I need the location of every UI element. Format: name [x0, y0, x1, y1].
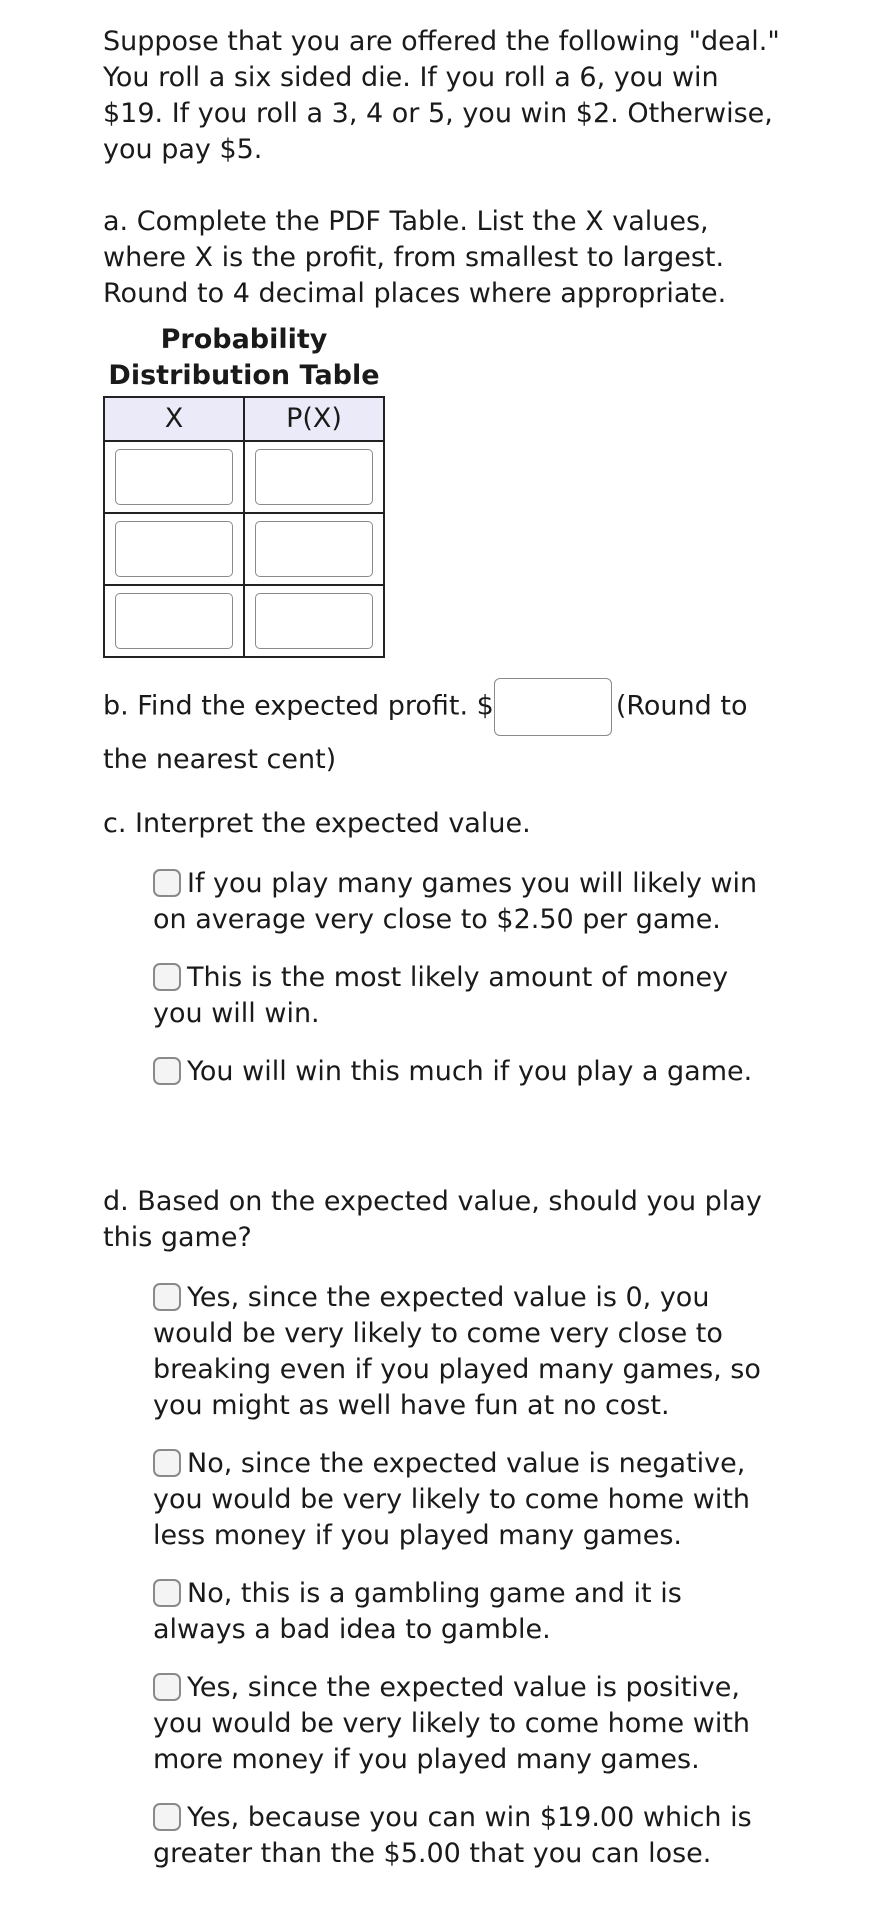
checkbox[interactable]: [153, 869, 181, 897]
column-header-px: P(X): [244, 397, 384, 441]
question-content: [103, 24, 783, 1894]
part-b-suffix: (Round to the nearest cent): [103, 690, 748, 775]
option-label: Yes, because you can win $19.00 which is greater than the $5.00 that you can lose.: [153, 1802, 752, 1869]
part-d-option-3[interactable]: [153, 1576, 783, 1648]
checkbox[interactable]: [153, 1449, 181, 1477]
part-d-option-2[interactable]: [153, 1446, 783, 1554]
table-caption-line2: Distribution Table: [108, 360, 380, 391]
probability-input-2[interactable]: [255, 521, 373, 577]
part-d-options: [153, 1280, 783, 1872]
part-c-options: [153, 866, 783, 1090]
table-row: [104, 441, 384, 513]
expected-profit-input[interactable]: [494, 678, 612, 736]
table-row: [104, 585, 384, 657]
part-b-label: b. Find the expected profit. $: [103, 690, 494, 722]
x-value-input-3[interactable]: [115, 593, 233, 649]
option-label: Yes, since the expected value is positive, you would be very likely to come home with more money if you played many games.: [153, 1672, 751, 1775]
table-caption: [103, 322, 385, 394]
table-row: [104, 513, 384, 585]
part-d-option-4[interactable]: [153, 1670, 783, 1778]
checkbox[interactable]: [153, 1673, 181, 1701]
question-intro: Suppose that you are offered the following "deal." You roll a six sided die. If you roll a 6, you win $19. If you roll a 3, 4 or 5, you win $2. Otherwise, you pay $5.: [103, 26, 780, 165]
option-label: This is the most likely amount of money you will win.: [153, 962, 729, 1029]
table-caption-line1: Probability: [160, 324, 328, 355]
x-value-input-1[interactable]: [115, 449, 233, 505]
option-label: No, this is a gambling game and it is always a bad idea to gamble.: [153, 1578, 682, 1645]
part-b-prompt: [103, 678, 783, 784]
part-d-option-1[interactable]: [153, 1280, 783, 1424]
part-c-option-3[interactable]: [153, 1054, 783, 1090]
part-c-prompt: c. Interpret the expected value.: [103, 808, 531, 839]
probability-distribution-table: [103, 396, 385, 658]
option-label: No, since the expected value is negative, you would be very likely to come home with less money if you played many games.: [153, 1448, 751, 1551]
checkbox[interactable]: [153, 1057, 181, 1085]
part-a-prompt: a. Complete the PDF Table. List the X values, where X is the profit, from smallest to largest. Round to 4 decimal places where appropriate.: [103, 206, 727, 309]
part-d-prompt: d. Based on the expected value, should you play this game?: [103, 1186, 762, 1253]
option-label: You will win this much if you play a game.: [187, 1056, 753, 1087]
probability-input-3[interactable]: [255, 593, 373, 649]
checkbox[interactable]: [153, 1579, 181, 1607]
part-c-option-1[interactable]: [153, 866, 783, 938]
x-value-input-2[interactable]: [115, 521, 233, 577]
option-label: If you play many games you will likely win on average very close to $2.50 per game.: [153, 868, 758, 935]
column-header-x: X: [104, 397, 244, 441]
checkbox[interactable]: [153, 1283, 181, 1311]
option-label: Yes, since the expected value is 0, you would be very likely to come very close to breaking even if you played many games, so you might as well have fun at no cost.: [153, 1282, 761, 1421]
part-d-option-5[interactable]: [153, 1800, 783, 1872]
checkbox[interactable]: [153, 963, 181, 991]
part-c-option-2[interactable]: [153, 960, 783, 1032]
probability-input-1[interactable]: [255, 449, 373, 505]
checkbox[interactable]: [153, 1803, 181, 1831]
